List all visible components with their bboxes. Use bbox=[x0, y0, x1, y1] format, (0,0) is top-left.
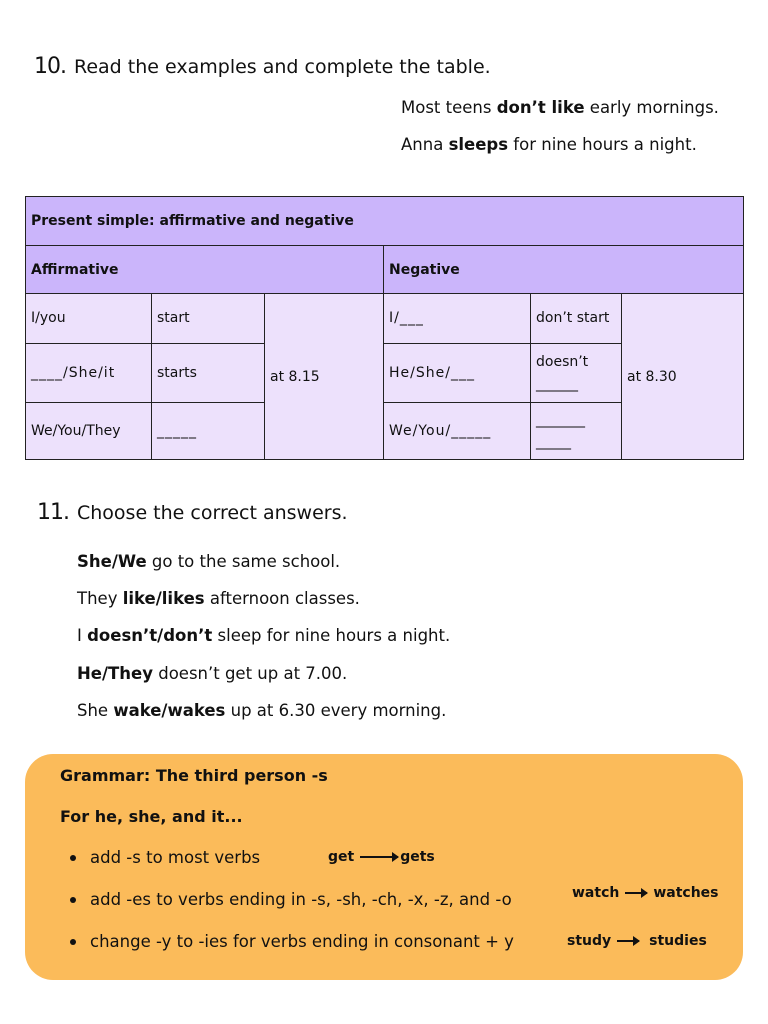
grammar-subtitle: For he, she, and it... bbox=[60, 807, 243, 826]
neg-verb-blank: _____ bbox=[536, 433, 571, 450]
example-bold: sleeps bbox=[448, 135, 509, 154]
aff-time-cell: at 8.15 bbox=[265, 294, 384, 460]
table-header-row bbox=[26, 246, 744, 294]
choice-options: He/They bbox=[77, 664, 153, 683]
neg-verb-cell bbox=[531, 402, 622, 459]
choice-sentence bbox=[77, 664, 347, 683]
neg-verb-cell bbox=[531, 343, 622, 402]
choice-sentence bbox=[77, 552, 340, 571]
example-base-verb: study bbox=[567, 933, 612, 949]
exercise-instruction: Choose the correct answers. bbox=[77, 502, 348, 524]
exercise-11-heading bbox=[37, 500, 348, 525]
neg-time-cell: at 8.30 bbox=[622, 294, 744, 460]
negative-header: Negative bbox=[384, 246, 744, 294]
bullet-icon bbox=[70, 897, 76, 903]
rule-example bbox=[567, 933, 707, 949]
sentence-text: sleep for nine hours a night. bbox=[212, 626, 451, 645]
bullet-icon bbox=[70, 855, 76, 861]
choice-options: She/We bbox=[77, 552, 147, 571]
present-simple-table bbox=[25, 196, 744, 460]
sentence-text: She bbox=[77, 701, 114, 720]
choice-options: like/likes bbox=[122, 589, 205, 608]
grammar-rule bbox=[70, 890, 512, 909]
grammar-title: Grammar: The third person -s bbox=[60, 766, 328, 785]
neg-verb-blank: ______ bbox=[536, 375, 578, 392]
neg-subject-cell: We/You/_____ bbox=[384, 402, 531, 459]
aff-subject-cell: I/you bbox=[26, 294, 152, 343]
bullet-icon bbox=[70, 939, 76, 945]
example-text: early mornings. bbox=[584, 98, 719, 117]
example-text: for nine hours a night. bbox=[508, 135, 697, 154]
example-text: Most teens bbox=[401, 98, 497, 117]
example-base-verb: watch bbox=[572, 885, 620, 901]
rule-text: change -y to -ies for verbs ending in consonant + y bbox=[90, 932, 514, 951]
neg-verb-line: doesn’t bbox=[536, 353, 589, 370]
table-title-row bbox=[26, 197, 744, 246]
choice-sentence bbox=[77, 589, 360, 608]
neg-subject-cell: I/___ bbox=[384, 294, 531, 343]
exercise-instruction: Read the examples and complete the table. bbox=[74, 56, 491, 78]
aff-verb-cell: starts bbox=[152, 343, 265, 402]
aff-verb-cell: _____ bbox=[152, 402, 265, 459]
example-sentence bbox=[401, 98, 719, 117]
grammar-rule bbox=[70, 932, 514, 951]
exercise-number: 10. bbox=[34, 54, 66, 79]
rule-example bbox=[328, 849, 435, 865]
grammar-box bbox=[25, 754, 743, 980]
example-text: Anna bbox=[401, 135, 449, 154]
rule-text: add -es to verbs ending in -s, -sh, -ch, -x, -z, and -o bbox=[90, 890, 512, 909]
rule-text: add -s to most verbs bbox=[90, 848, 261, 867]
table-row bbox=[26, 294, 744, 343]
aff-subject-cell: ____/She/it bbox=[26, 343, 152, 402]
sentence-text: up at 6.30 every morning. bbox=[225, 701, 447, 720]
affirmative-header: Affirmative bbox=[26, 246, 384, 294]
aff-verb-cell: start bbox=[152, 294, 265, 343]
sentence-text: I bbox=[77, 626, 88, 645]
example-third-person: watches bbox=[653, 885, 719, 901]
aff-subject-cell: We/You/They bbox=[26, 402, 152, 459]
neg-verb-cell: don’t start bbox=[531, 294, 622, 343]
choice-sentence bbox=[77, 626, 450, 645]
choice-options: doesn’t/don’t bbox=[87, 626, 213, 645]
sentence-text: go to the same school. bbox=[146, 552, 341, 571]
neg-subject-cell: He/She/___ bbox=[384, 343, 531, 402]
sentence-text: afternoon classes. bbox=[204, 589, 360, 608]
arrow-right-icon bbox=[625, 892, 647, 894]
sentence-text: doesn’t get up at 7.00. bbox=[152, 664, 348, 683]
grammar-rule bbox=[70, 848, 260, 867]
example-base-verb: get bbox=[328, 849, 355, 865]
neg-verb-blank: _______ bbox=[536, 411, 585, 428]
sentence-text: They bbox=[77, 589, 123, 608]
example-sentence bbox=[401, 135, 697, 154]
arrow-right-icon bbox=[617, 940, 639, 942]
example-third-person: studies bbox=[649, 933, 707, 949]
choice-options: wake/wakes bbox=[113, 701, 226, 720]
exercise-10-heading bbox=[34, 54, 491, 79]
example-bold: don’t like bbox=[496, 98, 585, 117]
exercise-number: 11. bbox=[37, 500, 69, 525]
rule-example bbox=[572, 885, 719, 901]
example-third-person: gets bbox=[400, 849, 435, 865]
table-title: Present simple: affirmative and negative bbox=[26, 197, 744, 246]
arrow-right-icon bbox=[360, 856, 398, 858]
choice-sentence bbox=[77, 701, 446, 720]
